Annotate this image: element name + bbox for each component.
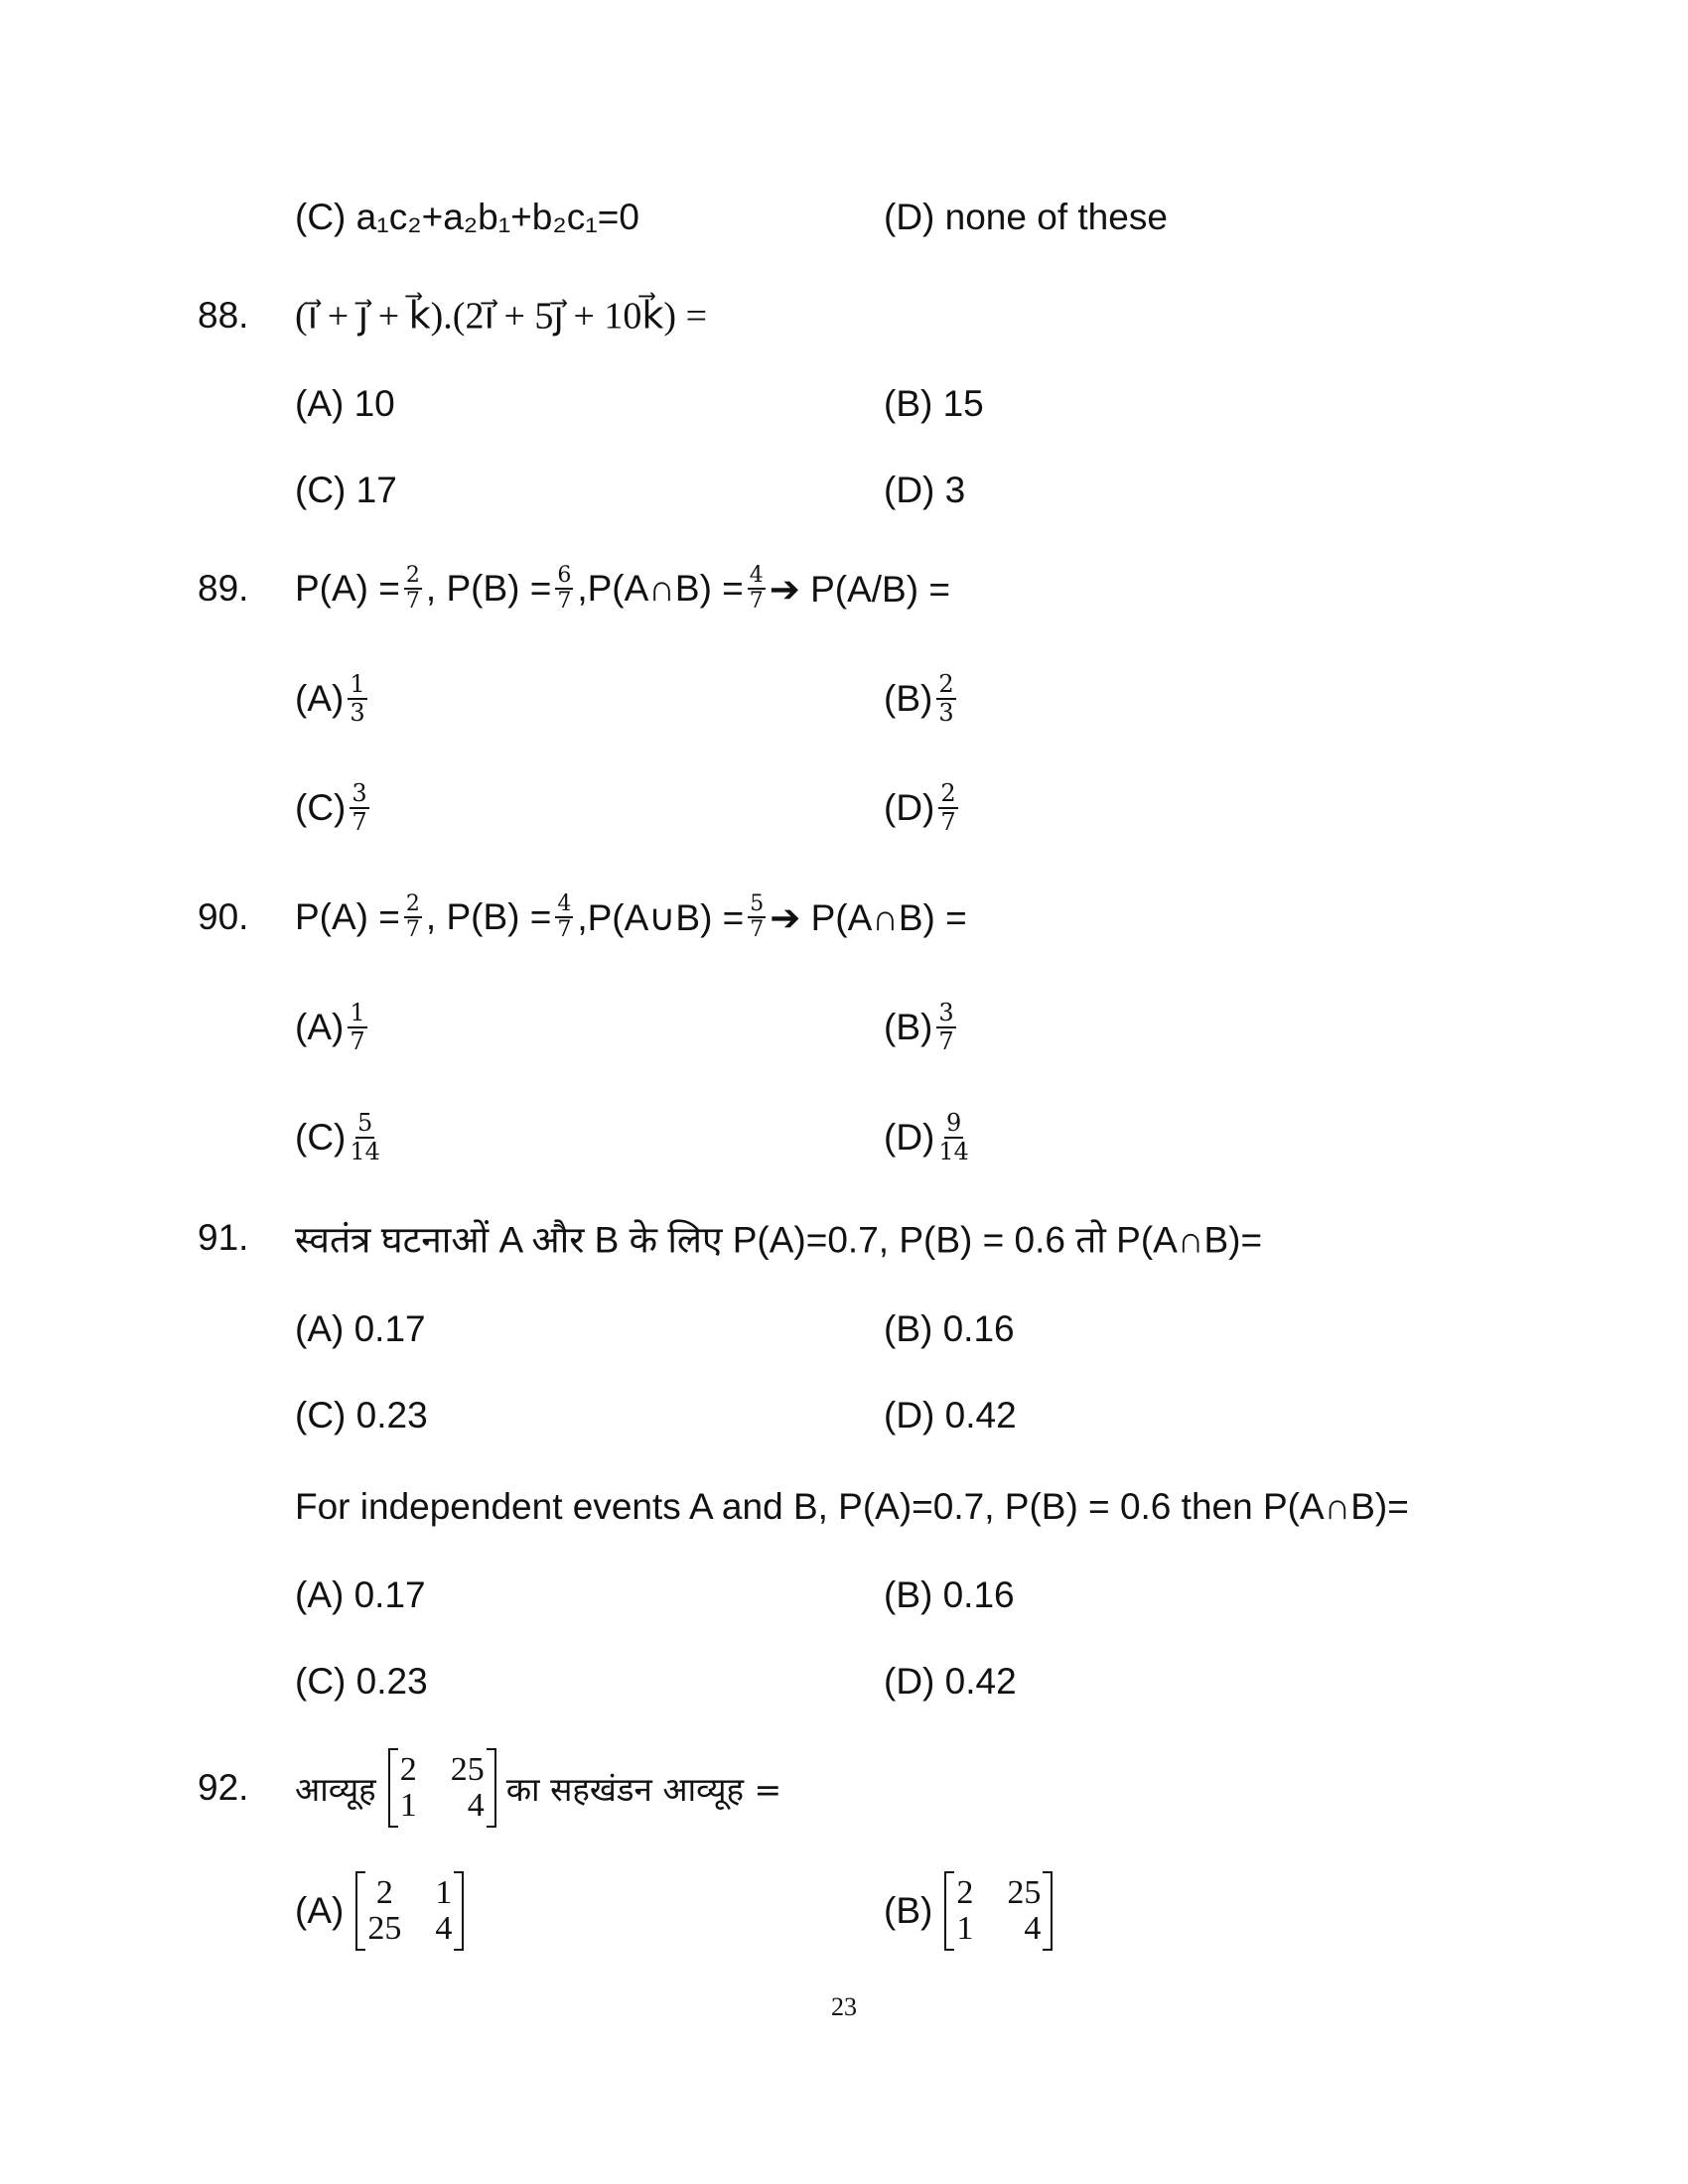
q91-hi-option-c: [295, 1395, 428, 1436]
stem-text: ➔ P(A/B) =: [769, 568, 950, 610]
denominator: 7: [350, 1027, 365, 1055]
matrix-cell: 1: [435, 1874, 453, 1911]
option-text: 0.17: [353, 1574, 426, 1615]
stem-text: P(A) =: [295, 568, 400, 609]
option-label: (D): [884, 1395, 935, 1435]
question-stem: [295, 892, 967, 942]
q88-option-c: [295, 470, 397, 511]
q90-option-c: [295, 1110, 384, 1165]
option-label: (D): [884, 197, 935, 237]
q91-hi-option-d: [884, 1395, 1017, 1436]
fraction: [936, 1000, 955, 1055]
fraction: [348, 671, 366, 727]
option-label: (B): [884, 383, 933, 424]
fraction: [350, 1110, 380, 1165]
left-bracket: [355, 1871, 365, 1951]
matrix-cell: 4: [435, 1910, 453, 1947]
q87-option-c: [295, 197, 639, 238]
question-stem: (i⃗ + j⃗ + k⃗).(2i⃗ + 5j⃗ + 10k⃗) =: [295, 295, 708, 338]
denominator: 3: [350, 699, 365, 727]
matrix-cell: 25: [367, 1910, 402, 1947]
question-number: 91.: [198, 1217, 249, 1258]
option-text: 0.16: [942, 1574, 1015, 1615]
right-bracket: [454, 1871, 464, 1951]
q88-option-d: [884, 470, 965, 511]
matrix-cell: 2: [956, 1874, 974, 1911]
q92-option-a: [295, 1871, 464, 1951]
question-stem-hindi: स्वतंत्र घटनाओं A और B के लिए P(A)=0.7, P(B) = 0.6 तो P(A∩B)=: [295, 1219, 1263, 1261]
question-number: 89.: [198, 568, 249, 609]
numerator: 2: [938, 670, 954, 698]
denominator: 7: [557, 917, 572, 942]
option-label: (B): [884, 1007, 933, 1047]
left-bracket: [388, 1748, 398, 1828]
q91-en-option-a: [295, 1574, 426, 1616]
numerator: 4: [557, 891, 572, 916]
option-label: (C): [295, 1661, 347, 1702]
numerator: 2: [405, 563, 420, 588]
denominator: 7: [749, 589, 764, 614]
denominator: 7: [750, 917, 765, 942]
option-label: (B): [884, 1308, 933, 1349]
question-stem: [295, 564, 950, 614]
option-text: 0.23: [355, 1661, 428, 1702]
q91-en-option-b: [884, 1574, 1015, 1616]
option-text: 10: [353, 383, 395, 424]
matrix-cell: 4: [467, 1787, 485, 1824]
option-text: 15: [942, 383, 984, 424]
option-label: (B): [884, 678, 933, 719]
option-label: (C): [295, 470, 347, 510]
fraction: [938, 1110, 969, 1165]
stem-text: आव्यूह: [295, 1769, 376, 1809]
right-bracket: [1043, 1871, 1053, 1951]
matrix-cell: 25: [450, 1751, 485, 1788]
option-text: 0.42: [944, 1395, 1017, 1435]
denominator: 7: [405, 917, 420, 942]
stem-text: ,P(A∪B) =: [577, 896, 745, 938]
q88-option-a: [295, 383, 395, 425]
option-label: (A): [295, 1007, 345, 1047]
fraction: [938, 780, 957, 836]
fraction: [350, 780, 368, 836]
question-stem-english: For independent events A and B, P(A)=0.7, P(B) = 0.6 then P(A∩B)=: [295, 1486, 1409, 1527]
numerator: 3: [352, 779, 367, 807]
question-number: 90.: [198, 896, 249, 937]
q91-hi-option-a: [295, 1308, 426, 1350]
numerator: 1: [350, 670, 365, 698]
left-bracket: [944, 1871, 954, 1951]
stem-text: , P(B) =: [425, 568, 552, 609]
matrix-cell: 1: [399, 1787, 417, 1824]
numerator: 2: [405, 891, 420, 916]
matrix-cell: 25: [1007, 1874, 1042, 1911]
stem-text: ➔ P(A∩B) =: [770, 896, 967, 938]
matrix: [355, 1871, 464, 1951]
numerator: 3: [938, 999, 954, 1026]
option-text: 17: [355, 470, 397, 510]
fraction: [404, 564, 422, 614]
option-label: (C): [295, 1117, 347, 1158]
option-label: (D): [884, 470, 935, 510]
fraction: [555, 564, 573, 614]
option-label: (D): [884, 1117, 935, 1158]
q89-option-b: [884, 671, 960, 727]
matrix-cell: 1: [956, 1910, 974, 1947]
q87-option-d: [884, 197, 1168, 238]
fraction: [555, 892, 573, 942]
q90-option-d: [884, 1110, 973, 1165]
option-label: (C): [295, 1395, 347, 1435]
option-label: (D): [884, 1661, 935, 1702]
question-number: 92.: [198, 1767, 249, 1808]
q91-en-option-d: [884, 1661, 1017, 1703]
q91-en-option-c: [295, 1661, 428, 1703]
option-text: 3: [944, 470, 966, 510]
numerator: 4: [749, 563, 764, 588]
q92-option-b: [884, 1871, 1053, 1951]
option-label: (A): [295, 1308, 345, 1349]
numerator: 5: [750, 891, 765, 916]
option-label: (B): [884, 1890, 933, 1931]
option-text: a₁c₂+a₂b₁+b₂c₁=0: [355, 197, 639, 237]
numerator: 2: [940, 779, 956, 807]
stem-text: , P(B) =: [425, 896, 552, 937]
numerator: 5: [357, 1109, 373, 1137]
numerator: 1: [350, 999, 365, 1026]
right-bracket: [487, 1748, 496, 1828]
option-label: (A): [295, 678, 345, 719]
fraction: [748, 892, 766, 942]
question-number: 88.: [198, 295, 249, 336]
fraction: [748, 564, 766, 614]
fraction: [348, 1000, 366, 1055]
denominator: 7: [938, 1027, 954, 1055]
matrix-cell: 2: [399, 1751, 417, 1788]
option-label: (C): [295, 197, 347, 237]
option-label: (B): [884, 1574, 933, 1615]
denominator: 14: [938, 1138, 969, 1165]
option-label: (D): [884, 787, 935, 828]
q88-option-b: [884, 383, 984, 425]
q90-option-b: [884, 1000, 960, 1055]
option-text: none of these: [944, 197, 1168, 237]
q90-option-a: [295, 1000, 371, 1055]
denominator: 7: [940, 808, 956, 836]
option-label: (A): [295, 1574, 345, 1615]
page-number: 23: [831, 1992, 857, 2021]
option-text: 0.17: [353, 1308, 426, 1349]
stem-text: ,P(A∩B) =: [577, 568, 744, 609]
matrix: [944, 1871, 1053, 1951]
option-text: 0.23: [355, 1395, 428, 1435]
q91-hi-option-b: [884, 1308, 1015, 1350]
matrix-cell: 2: [375, 1874, 393, 1911]
matrix: [388, 1748, 496, 1828]
denominator: 7: [557, 589, 572, 614]
denominator: 7: [352, 808, 367, 836]
option-text: 0.16: [942, 1308, 1015, 1349]
stem-text: P(A) =: [295, 896, 400, 937]
option-text: 0.42: [944, 1661, 1017, 1702]
question-stem: [295, 1748, 781, 1828]
denominator: 3: [938, 699, 954, 727]
numerator: 9: [946, 1109, 962, 1137]
denominator: 14: [350, 1138, 380, 1165]
stem-text: का सहखंडन आव्यूह =: [505, 1769, 782, 1809]
q89-option-a: [295, 671, 371, 727]
q89-option-d: [884, 780, 962, 836]
option-label: (A): [295, 1890, 345, 1931]
fraction: [404, 892, 422, 942]
fraction: [936, 671, 955, 727]
matrix-cell: 4: [1024, 1910, 1042, 1947]
option-label: (C): [295, 787, 347, 828]
numerator: 6: [557, 563, 572, 588]
q89-option-c: [295, 780, 373, 836]
denominator: 7: [405, 589, 420, 614]
option-label: (A): [295, 383, 345, 424]
